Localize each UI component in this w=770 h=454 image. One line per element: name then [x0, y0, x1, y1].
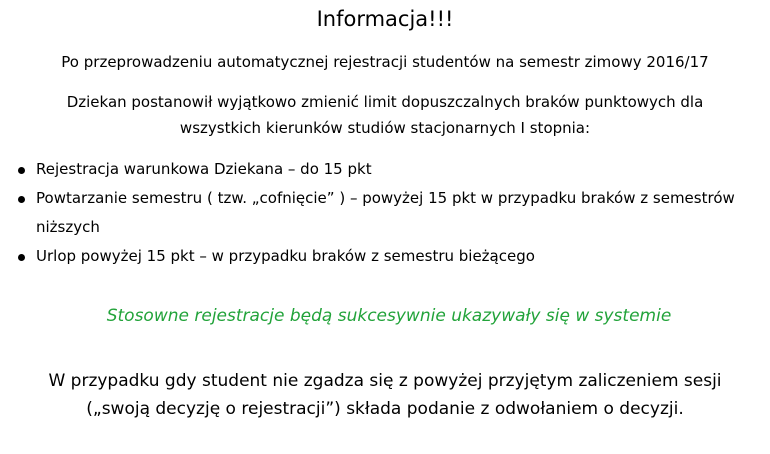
page-title: Informacja!!! — [316, 7, 454, 31]
bullet-icon — [18, 167, 25, 174]
rules-list — [16, 155, 756, 271]
list-item-text: Powtarzanie semestru ( tzw. „cofnięcie” ) – powyżej 15 pkt w przypadku braków z semestrów niższych — [36, 189, 735, 236]
list-item — [16, 184, 756, 242]
list-item — [16, 155, 756, 184]
bullet-icon — [18, 254, 25, 261]
list-item-text: Urlop powyżej 15 pkt – w przypadku braków z semestru bieżącego — [36, 247, 535, 265]
list-item — [16, 242, 756, 271]
intro-text: Po przeprowadzeniu automatycznej rejestracji studentów na semestr zimowy 2016/17 — [61, 53, 709, 71]
system-notice: Stosowne rejestracje będą sukcesywnie ukazywały się w systemie — [106, 306, 672, 326]
list-item-text: Rejestracja warunkowa Dziekana – do 15 pkt — [36, 160, 372, 178]
dean-decision-text: Dziekan postanowił wyjątkowo zmienić limit dopuszczalnych braków punktowych dla wszystkich kierunków studiów stacjonarnych I stopnia: — [66, 93, 704, 137]
appeal-info-text: W przypadku gdy student nie zgadza się z powyżej przyjętym zaliczeniem sesji („swoją decyzję o rejestracji”) składa podanie z odwołaniem o decyzji. — [48, 371, 722, 419]
bullet-icon — [18, 196, 25, 203]
